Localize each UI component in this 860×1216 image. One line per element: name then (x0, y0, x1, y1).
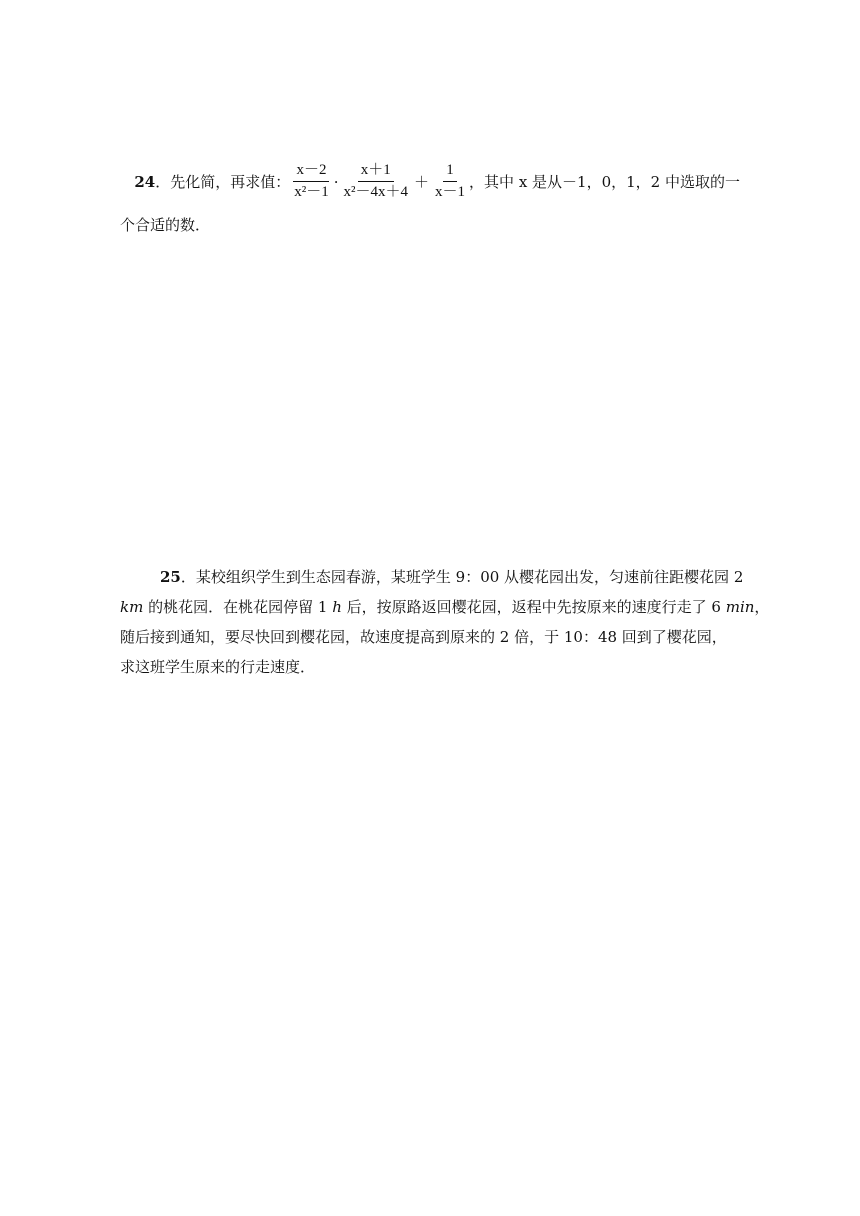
problem-24-line-1 (120, 163, 740, 200)
unit-h: h (332, 598, 342, 616)
problem-25-line-2-text-a: 的桃花园．在桃花园停留 1 (143, 598, 333, 616)
problem-24-line-2: 个合适的数． (120, 216, 211, 234)
unit-min: min (725, 598, 755, 616)
problem-24-number: 24 (134, 172, 156, 191)
fraction-2-denominator: x²－4x＋4 (343, 184, 409, 200)
problem-24-lead-text: ．先化简，再求值： (155, 173, 291, 191)
problem-25-line-1-text: ．某校组织学生到生态园春游，某班学生 9：00 从樱花园出发，匀速前往距樱花园 2 (180, 568, 744, 586)
problem-25-line-2-text-b: 后，按原路返回樱花园，返程中先按原来的速度行走了 6 (341, 598, 726, 616)
fraction-1-denominator: x²－1 (294, 184, 329, 200)
problem-25-line-2-text-c: ， (754, 598, 770, 616)
fraction-2 (341, 163, 412, 200)
problem-24-tail-text: ，其中 x 是从－1，0，1，2 中选取的一 (469, 173, 740, 191)
unit-km: km (120, 598, 144, 616)
fraction-3-denominator: x－1 (435, 184, 466, 200)
fraction-1 (291, 163, 332, 200)
problem-25-line-3: 随后接到通知，要尽快回到樱花园，故速度提高到原来的 2 倍，于 10：48 回到了樱花园， (120, 628, 727, 646)
fraction-3 (432, 163, 468, 200)
problem-25-line-1 (120, 562, 744, 592)
fraction-2-numerator: x＋1 (358, 163, 394, 182)
fraction-1-numerator: x－2 (293, 163, 329, 182)
problem-25-line-2 (120, 592, 770, 622)
fraction-3-numerator: 1 (443, 163, 457, 182)
multiply-dot: · (333, 172, 339, 191)
plus-sign: ＋ (414, 173, 430, 191)
problem-25-line-4: 求这班学生原来的行走速度． (120, 658, 316, 676)
problem-25 (120, 562, 770, 682)
problem-24 (120, 163, 740, 235)
problem-25-number: 25 (160, 568, 181, 586)
